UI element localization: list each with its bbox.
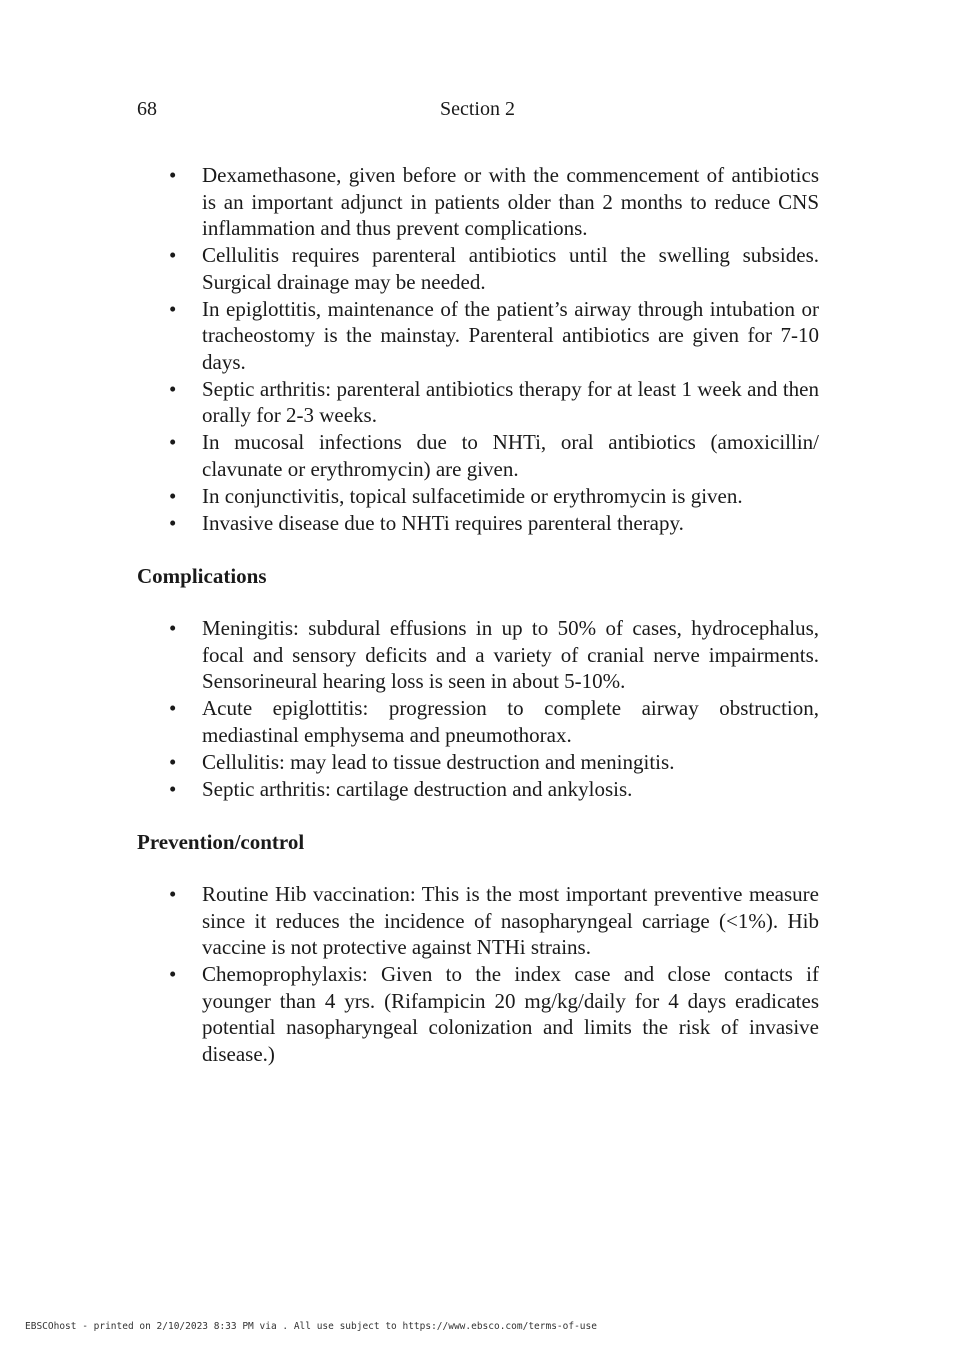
bullet-icon: • — [169, 376, 177, 401]
list-item-text: Cellulitis: may lead to tissue destruction and meningitis. — [202, 749, 675, 774]
list-item-text: Acute epiglottitis: progression to complete airway obstruction, mediastinal emphysema and pneumothorax. — [202, 696, 819, 747]
bullet-icon: • — [169, 510, 177, 535]
list-item — [137, 483, 819, 510]
page-content — [137, 162, 819, 1068]
prevention-list — [137, 881, 819, 1067]
list-item-text: Routine Hib vaccination: This is the most important preventive measure since it reduces the incidence of nasopharyngeal carriage (<1%). Hib vaccine is not protective against NTHi strains. — [202, 882, 819, 959]
page-number: 68 — [137, 98, 157, 120]
bullet-icon: • — [169, 296, 177, 321]
list-item-text: Septic arthritis: cartilage destruction and ankylosis. — [202, 776, 633, 801]
list-item — [137, 881, 819, 961]
bullet-icon: • — [169, 243, 177, 267]
list-item — [137, 242, 819, 295]
bullet-icon: • — [169, 749, 177, 774]
bullet-icon: • — [169, 882, 177, 906]
list-item-text: In conjunctivitis, topical sulfacetimide or erythromycin is given. — [202, 483, 743, 508]
footer-notice: EBSCOhost - printed on 2/10/2023 8:33 PM via . All use subject to https://www.ebsco.com/terms-of-use — [25, 1321, 597, 1332]
list-item — [137, 695, 819, 748]
list-item — [137, 376, 819, 429]
list-item — [137, 162, 819, 242]
list-item-text: In mucosal infections due to NHTi, oral antibiotics (amoxicillin/ clavunate or erythromycin) are given. — [202, 430, 819, 481]
list-item-text: In epiglottitis, maintenance of the patient’s airway through intubation or tracheostomy is the mainstay. Parenteral antibiotics are given for 7-10 days. — [202, 296, 819, 374]
list-item — [137, 961, 819, 1067]
bullet-icon: • — [169, 483, 177, 508]
bullet-icon: • — [169, 616, 177, 640]
list-item-text: Meningitis: subdural effusions in up to 50% of cases, hydrocephalus, focal and sensory deficits and a variety of cranial nerve impairments. Sensorineural hearing loss is seen in about 5-10%. — [202, 616, 819, 693]
bullet-icon: • — [169, 163, 177, 187]
list-item-text: Dexamethasone, given before or with the commencement of antibiotics is an important adjunct in patients older than 2 months to reduce CNS inflammation and thus prevent complications. — [202, 163, 819, 240]
prevention-heading: Prevention/control — [137, 829, 305, 854]
list-item-text: Chemoprophylaxis: Given to the index case and close contacts if younger than 4 yrs. (Rifampicin 20 mg/kg/daily for 4 days eradicates potential nasopharyngeal colonization and limits the risk of invasive disease.) — [202, 962, 819, 1066]
bullet-icon: • — [169, 776, 177, 801]
bullet-icon: • — [169, 430, 177, 454]
treatment-list — [137, 162, 819, 536]
list-item — [137, 749, 819, 776]
list-item-text: Cellulitis requires parenteral antibiotics until the swelling subsides. Surgical drainage may be needed. — [202, 243, 819, 294]
list-item — [137, 429, 819, 482]
list-item-text: Invasive disease due to NHTi requires parenteral therapy. — [202, 510, 684, 535]
list-item-text: Septic arthritis: parenteral antibiotics therapy for at least 1 week and then orally for 2-3 weeks. — [202, 376, 819, 427]
running-head: Section 2 — [440, 98, 515, 120]
list-item — [137, 510, 819, 537]
list-item — [137, 296, 819, 376]
bullet-icon: • — [169, 696, 177, 720]
complications-heading: Complications — [137, 563, 267, 588]
list-item — [137, 615, 819, 695]
complications-list — [137, 615, 819, 802]
list-item — [137, 776, 819, 803]
bullet-icon: • — [169, 962, 177, 986]
